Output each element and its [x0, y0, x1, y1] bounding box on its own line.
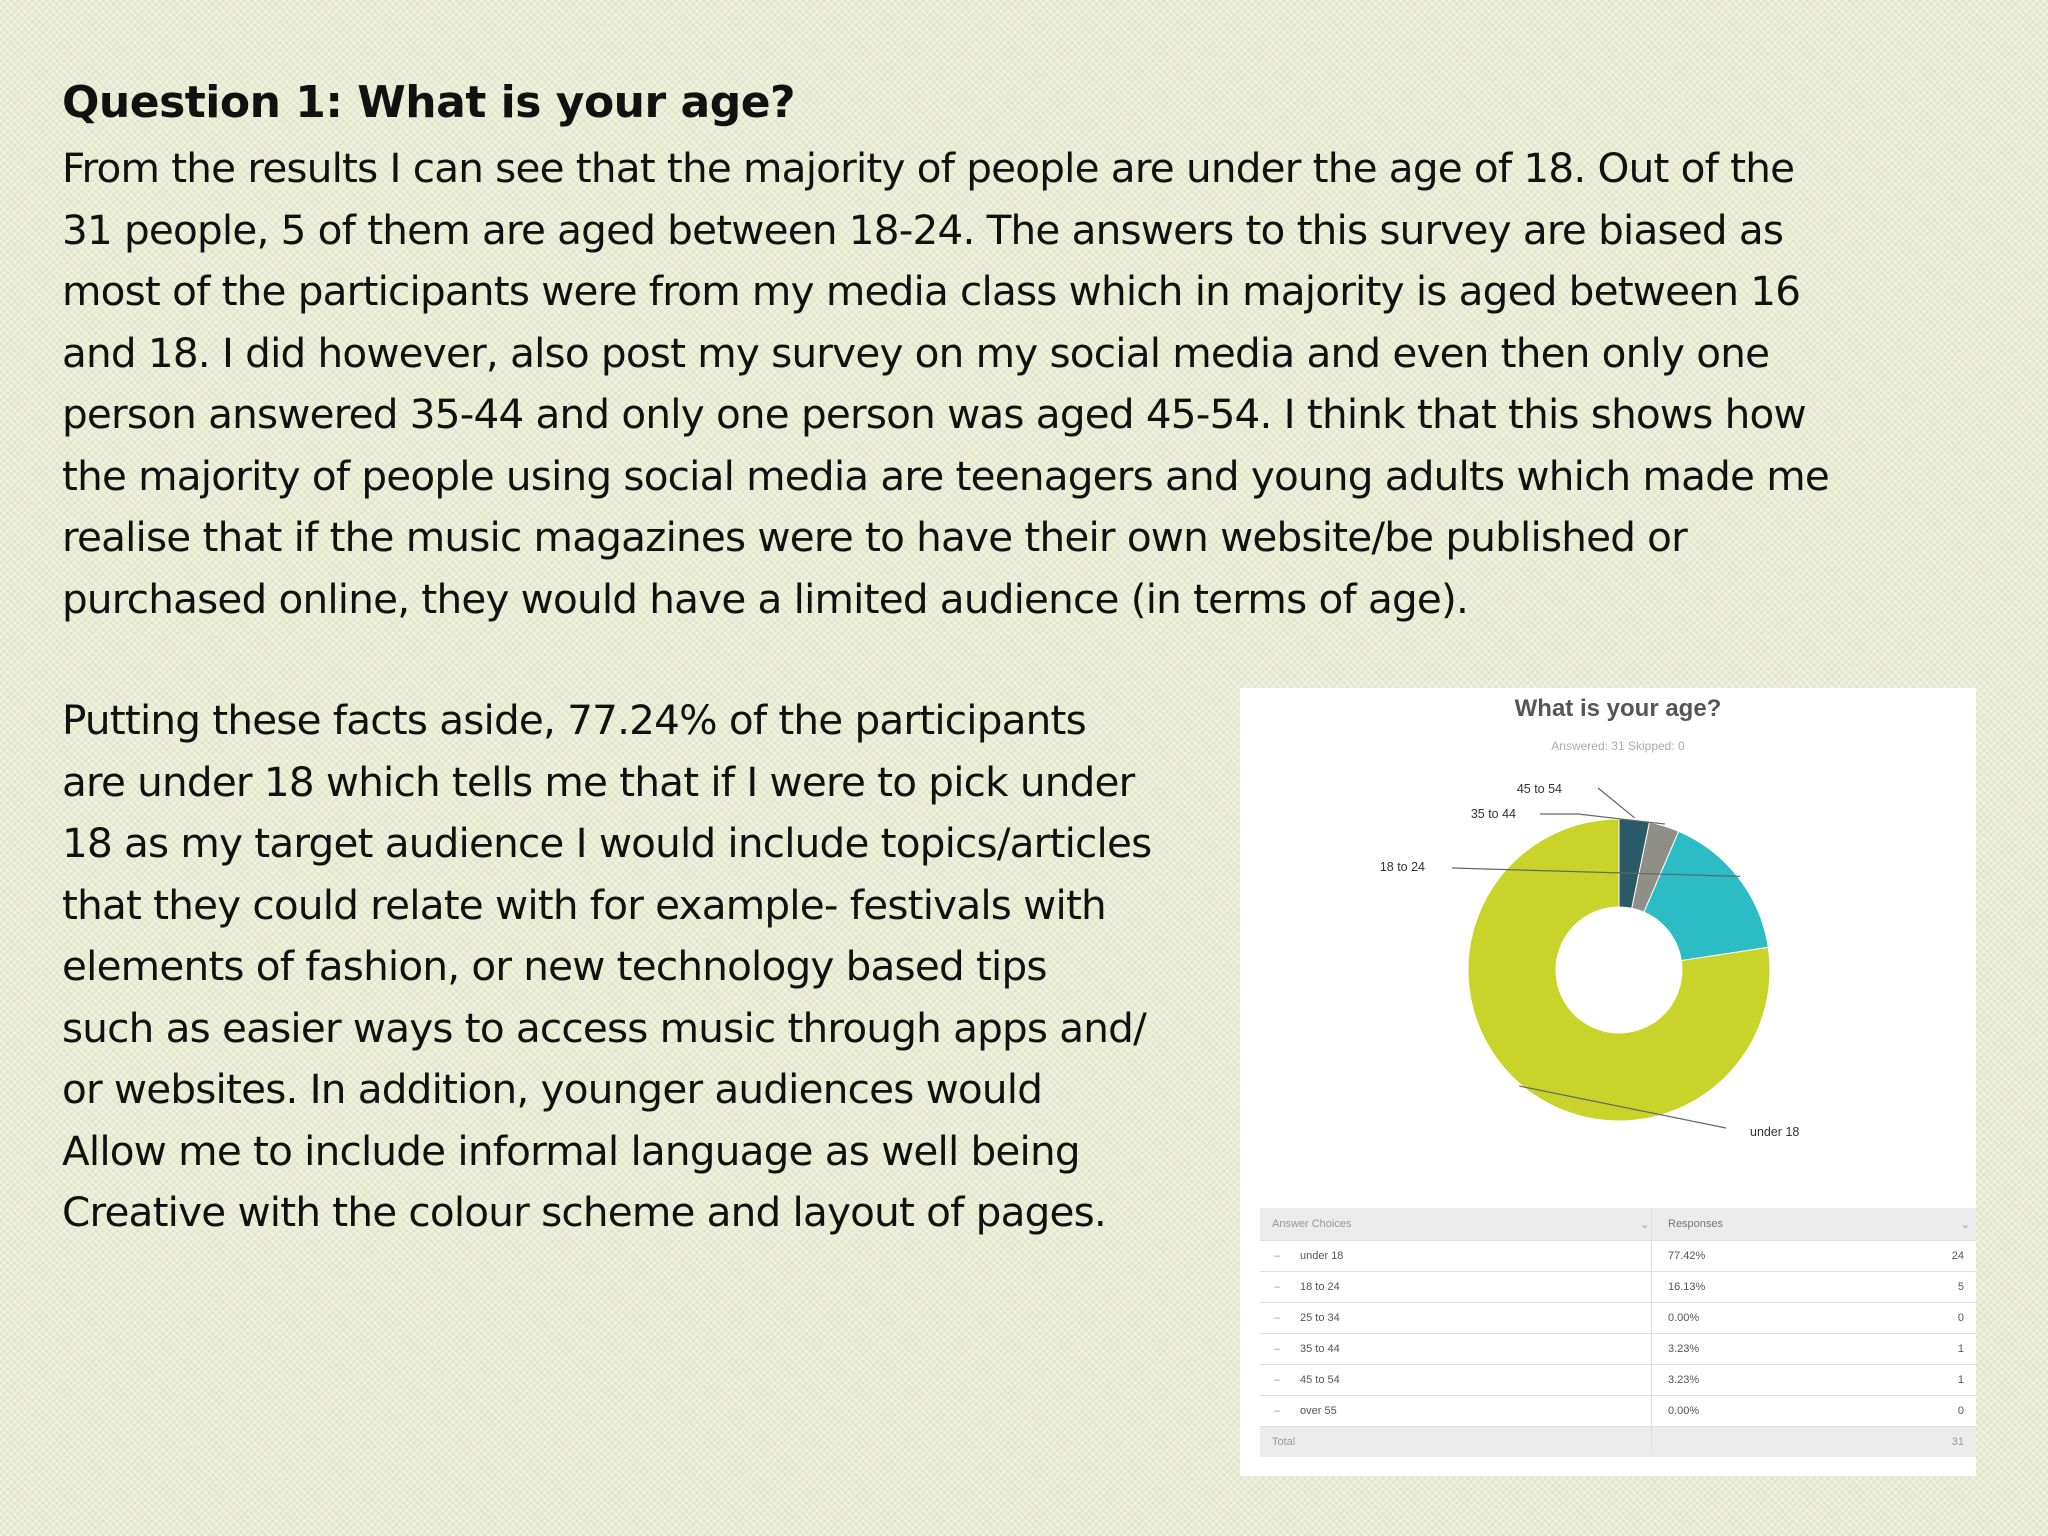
- header-responses[interactable]: Responses: [1668, 1218, 1724, 1230]
- paragraph-line: and 18. I did however, also post my survey on my social media and even then only one: [62, 328, 1770, 377]
- sort-arrow-icon[interactable]: ⌄: [1960, 1219, 1970, 1231]
- table-row[interactable]: [1260, 1272, 1976, 1303]
- table-row[interactable]: [1260, 1396, 1976, 1427]
- answer-choice-cell: 35 to 44: [1300, 1343, 1340, 1355]
- survey-chart-card: [1240, 688, 1976, 1476]
- analysis-paragraph-2: [62, 690, 1242, 1244]
- answer-choice-cell: 45 to 54: [1300, 1374, 1340, 1386]
- leader-line: [1598, 788, 1634, 818]
- expand-caret-icon[interactable]: –: [1274, 1405, 1281, 1417]
- table-row[interactable]: [1260, 1303, 1976, 1334]
- response-percent-cell: 0.00%: [1668, 1312, 1700, 1324]
- paragraph-line: person answered 35-44 and only one person was aged 45-54. I think that this shows how: [62, 390, 1806, 438]
- sort-arrow-icon[interactable]: ⌄: [1640, 1219, 1650, 1231]
- slice-label: under 18: [1750, 1125, 1800, 1139]
- paragraph-line: 31 people, 5 of them are aged between 18-24. The answers to this survey are biased as: [62, 205, 1784, 254]
- expand-caret-icon[interactable]: –: [1274, 1250, 1281, 1262]
- results-table: [1260, 1208, 1976, 1457]
- total-value: 31: [1951, 1436, 1964, 1448]
- response-percent-cell: 0.00%: [1668, 1405, 1700, 1417]
- table-column-divider: [1651, 1208, 1652, 1454]
- analysis-paragraph-1: [62, 138, 2002, 630]
- total-label: Total: [1272, 1436, 1296, 1448]
- paragraph-line: Allow me to include informal language as well being: [62, 1126, 1080, 1175]
- paragraph-line: realise that if the music magazines were to have their own website/be published or: [62, 513, 1687, 561]
- response-percent-cell: 3.23%: [1668, 1374, 1700, 1386]
- answer-choice-cell: under 18: [1300, 1250, 1344, 1262]
- answer-choice-cell: 18 to 24: [1300, 1281, 1340, 1293]
- table-row[interactable]: [1260, 1241, 1976, 1272]
- paragraph-line: most of the participants were from my media class which in majority is aged between 16: [62, 267, 1801, 315]
- table-body: [1260, 1241, 1976, 1427]
- response-percent-cell: 16.13%: [1668, 1281, 1706, 1293]
- paragraph-line: elements of fashion, or new technology based tips: [62, 942, 1047, 990]
- response-count-cell: 5: [1957, 1281, 1964, 1293]
- expand-caret-icon[interactable]: –: [1274, 1312, 1281, 1324]
- chart-subtitle: Answered: 31 Skipped: 0: [1551, 739, 1685, 753]
- paragraph-line: Putting these facts aside, 77.24% of the participants: [62, 696, 1086, 744]
- response-percent-cell: 3.23%: [1668, 1343, 1700, 1355]
- paragraph-line: are under 18 which tells me that if I were to pick under: [62, 757, 1135, 806]
- slide-title: Question 1: What is your age?: [62, 77, 796, 128]
- answer-choice-cell: 25 to 34: [1300, 1312, 1340, 1324]
- paragraph-line: such as easier ways to access music through apps and/: [62, 1003, 1146, 1052]
- paragraph-line: purchased online, they would have a limited audience (in terms of age).: [62, 574, 1469, 623]
- table-total-row: [1260, 1427, 1976, 1457]
- donut-slices: [1468, 819, 1770, 1121]
- table-row[interactable]: [1260, 1365, 1976, 1396]
- answer-choice-cell: over 55: [1300, 1405, 1337, 1417]
- response-count-cell: 1: [1957, 1374, 1964, 1386]
- response-count-cell: 24: [1951, 1250, 1964, 1262]
- donut-chart: [1240, 688, 1976, 1208]
- paragraph-line: Creative with the colour scheme and layout of pages.: [62, 1188, 1107, 1236]
- response-count-cell: 1: [1957, 1343, 1964, 1355]
- response-count-cell: 0: [1957, 1405, 1964, 1417]
- table-row[interactable]: [1260, 1334, 1976, 1365]
- table-header-row: [1260, 1208, 1976, 1241]
- expand-caret-icon[interactable]: –: [1274, 1281, 1281, 1293]
- slice-label: 35 to 44: [1470, 807, 1516, 821]
- paragraph-line: 18 as my target audience I would include topics/articles: [62, 819, 1152, 867]
- chart-title: What is your age?: [1514, 695, 1722, 722]
- slice-label: 18 to 24: [1379, 860, 1425, 874]
- response-percent-cell: 77.42%: [1668, 1250, 1706, 1262]
- expand-caret-icon[interactable]: –: [1274, 1343, 1281, 1355]
- slice-label: 45 to 54: [1516, 782, 1562, 796]
- paragraph-line: or websites. In addition, younger audiences would: [62, 1065, 1043, 1113]
- expand-caret-icon[interactable]: –: [1274, 1374, 1281, 1386]
- paragraph-line: From the results I can see that the majority of people are under the age of 18. Out of the: [62, 144, 1795, 192]
- paragraph-line: the majority of people using social media are teenagers and young adults which made me: [62, 451, 1830, 500]
- paragraph-line: that they could relate with for example- festivals with: [62, 880, 1106, 929]
- header-answer-choices[interactable]: Answer Choices: [1272, 1218, 1352, 1230]
- response-count-cell: 0: [1957, 1312, 1964, 1324]
